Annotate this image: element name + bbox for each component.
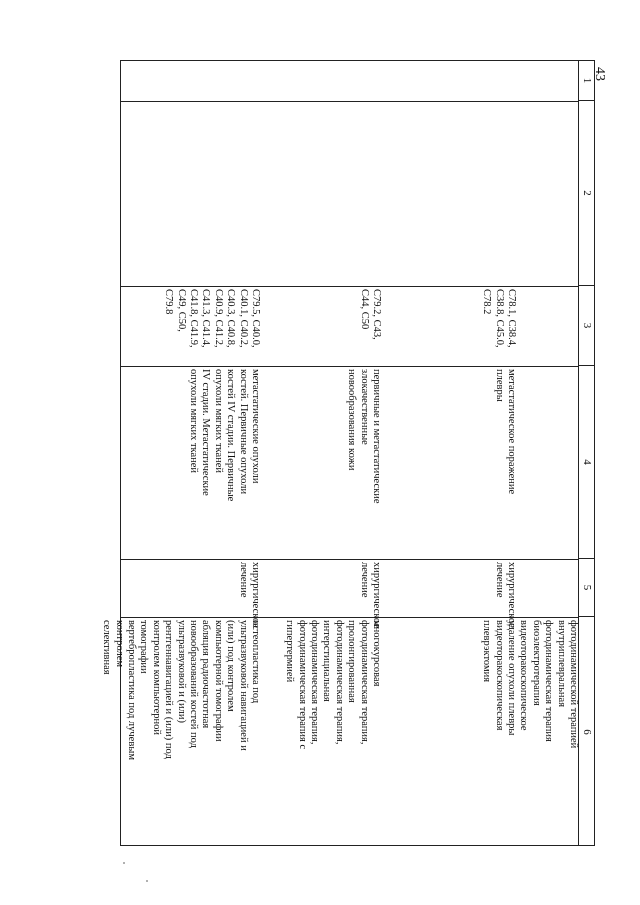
row1-method: фотодинамической терапией внутриплевральная фотодинамическая терапия биоэлектротерапия видеоторакоскопическое удаление опухоли плевры видеоторакоскопическая плеврэктомия [481,620,579,749]
header-col-4: 4 [579,366,594,559]
row2-treatment-type: хирургическое лечение [358,562,382,628]
table-header-row [578,61,594,845]
row3-diagnosis: метастатические опухоли костей. Первичные опухоли костей IV стадии. Первичные опухоли мягких тканей IV стадии. Метастатические опухоли мягких тканей [187,369,261,502]
header-col-1: 1 [579,61,594,101]
row1-icd-codes: C78.1, C38.4, C38.8, C45.0, C78.2 [481,289,517,348]
row1-treatment-type: хирургическое лечение [493,562,517,628]
column-divider [121,366,579,367]
row2-diagnosis: первичные и метастатические злокачественные новообразования кожи [346,369,382,504]
row3-treatment-type: хирургическое лечение [237,562,261,628]
row2-method: многокурсовая фотодинамическая терапия, пролонгированная фотодинамическая терапия, интерстициальная фотодинамическая терапия, фотодинамическая терапия с гипертермией [284,620,382,750]
page-number: 43 [592,67,607,81]
table-wrapper [101,60,595,846]
header-col-2: 2 [579,101,594,286]
header-col-6: 6 [581,729,593,735]
row1-diagnosis: метастатическое поражение плевры [493,369,517,495]
row2-icd-codes: C79.2, C43, C44, C50 [358,289,382,340]
column-divider [121,559,579,560]
scan-speck [123,862,125,864]
column-divider [121,286,579,287]
row3-method: остеопластика под ультразвуковой навигацией и (или) под контролем компьютерной томографии абляция радиочастотная новообразований костей под ультразвуковой и (или) рентгеннавигацией и (или) под контролем компьютерной томографии вертебропластика под лучевым контролем селективная [101,620,261,760]
header-col-3: 3 [579,286,594,366]
column-divider [121,101,579,102]
scan-speck [146,880,148,882]
row3-icd-codes: C79.5, C40.0, C40.1, C40.2, C40.3, C40.8, C40.9, C41.2, C41.3, C41.4, C41.8, C41.9, C49, C50, C79.8 [163,289,261,348]
header-col-5: 5 [579,559,594,617]
procedures-table [101,60,595,846]
